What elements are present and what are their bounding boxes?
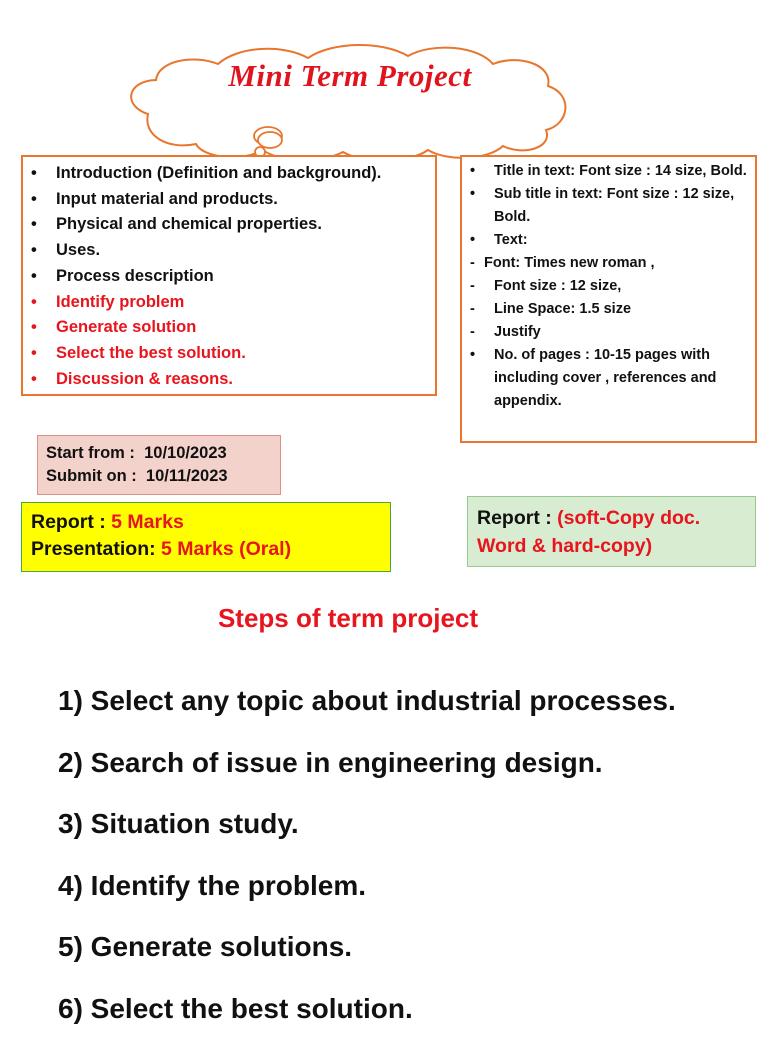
format-list — [470, 160, 749, 413]
contents-item-text: Input material and products. — [56, 190, 278, 208]
contents-list — [31, 161, 429, 392]
page-title: Mini Term Project — [150, 58, 550, 94]
submit-label: Submit on : — [46, 467, 137, 485]
format-item — [470, 321, 749, 344]
bullet-icon: • — [31, 212, 37, 238]
report-format-value: (soft-Copy doc. Word & hard-copy) — [477, 507, 700, 557]
report-marks-value: 5 Marks — [111, 511, 184, 533]
format-item-text: Sub title in text: Font size : 12 size, Bold. — [494, 186, 734, 225]
format-item — [470, 183, 749, 229]
format-item-text: Text: — [494, 232, 528, 248]
format-item — [470, 275, 749, 298]
submit-date — [46, 465, 280, 488]
contents-item — [31, 341, 429, 367]
start-value: 10/10/2023 — [144, 444, 227, 462]
bullet-icon: • — [470, 344, 475, 367]
step-item: 6) Select the best solution. — [58, 994, 676, 1055]
contents-item — [31, 238, 429, 264]
bullet-icon: • — [31, 264, 37, 290]
format-item-text: Title in text: Font size : 14 size, Bold. — [494, 163, 747, 179]
steps-title: Steps of term project — [0, 603, 696, 634]
format-item-text: Line Space: 1.5 size — [494, 301, 631, 317]
format-item — [470, 344, 749, 413]
bullet-icon: • — [470, 160, 475, 183]
contents-item — [31, 367, 429, 393]
bullet-icon: • — [31, 187, 37, 213]
step-item: 3) Situation study. — [58, 809, 676, 871]
contents-item — [31, 315, 429, 341]
dash-icon: - — [470, 321, 475, 344]
contents-item — [31, 212, 429, 238]
step-item: 2) Search of issue in engineering design. — [58, 748, 676, 810]
dash-icon: - — [470, 252, 475, 275]
contents-item-text: Physical and chemical properties. — [56, 215, 322, 233]
contents-item-text: Identify problem — [56, 293, 184, 311]
contents-box — [21, 155, 437, 396]
format-item-text: Font: Times new roman , — [484, 255, 655, 271]
format-requirements-box — [460, 155, 757, 443]
start-date — [46, 442, 280, 465]
step-item: 4) Identify the problem. — [58, 871, 676, 933]
dates-box — [37, 435, 281, 495]
format-item-text: Font size : 12 size, — [494, 278, 621, 294]
bullet-icon: • — [31, 315, 37, 341]
bullet-icon: • — [470, 183, 475, 206]
presentation-marks — [31, 536, 390, 563]
step-item: 1) Select any topic about industrial processes. — [58, 686, 676, 748]
contents-item — [31, 161, 429, 187]
dash-icon: - — [470, 298, 475, 321]
format-item — [470, 298, 749, 321]
contents-item-text: Introduction (Definition and background). — [56, 164, 381, 182]
contents-item — [31, 264, 429, 290]
report-marks — [31, 509, 390, 536]
step-item: 5) Generate solutions. — [58, 932, 676, 994]
contents-item-text: Generate solution — [56, 318, 196, 336]
contents-item-text: Select the best solution. — [56, 344, 246, 362]
marks-box — [21, 502, 391, 572]
contents-item — [31, 290, 429, 316]
contents-item-text: Discussion & reasons. — [56, 370, 233, 388]
bullet-icon: • — [31, 290, 37, 316]
bullet-icon: • — [470, 229, 475, 252]
bullet-icon: • — [31, 367, 37, 393]
steps-list — [58, 686, 676, 1055]
contents-item-text: Process description — [56, 267, 214, 285]
report-format-label: Report : — [477, 507, 552, 529]
start-label: Start from : — [46, 444, 135, 462]
contents-item-text: Uses. — [56, 241, 100, 259]
presentation-marks-label: Presentation: — [31, 538, 156, 560]
submit-value: 10/11/2023 — [146, 467, 228, 485]
format-item — [470, 229, 749, 252]
format-item — [470, 252, 749, 275]
report-marks-label: Report : — [31, 511, 106, 533]
dash-icon: - — [470, 275, 475, 298]
format-item — [470, 160, 749, 183]
format-item-text: Justify — [494, 324, 541, 340]
report-format-box — [467, 496, 756, 567]
presentation-marks-value: 5 Marks (Oral) — [161, 538, 291, 560]
bullet-icon: • — [31, 161, 37, 187]
format-item-text: No. of pages : 10-15 pages with including cover , references and appendix. — [494, 347, 716, 409]
bullet-icon: • — [31, 238, 37, 264]
bullet-icon: • — [31, 341, 37, 367]
contents-item — [31, 187, 429, 213]
